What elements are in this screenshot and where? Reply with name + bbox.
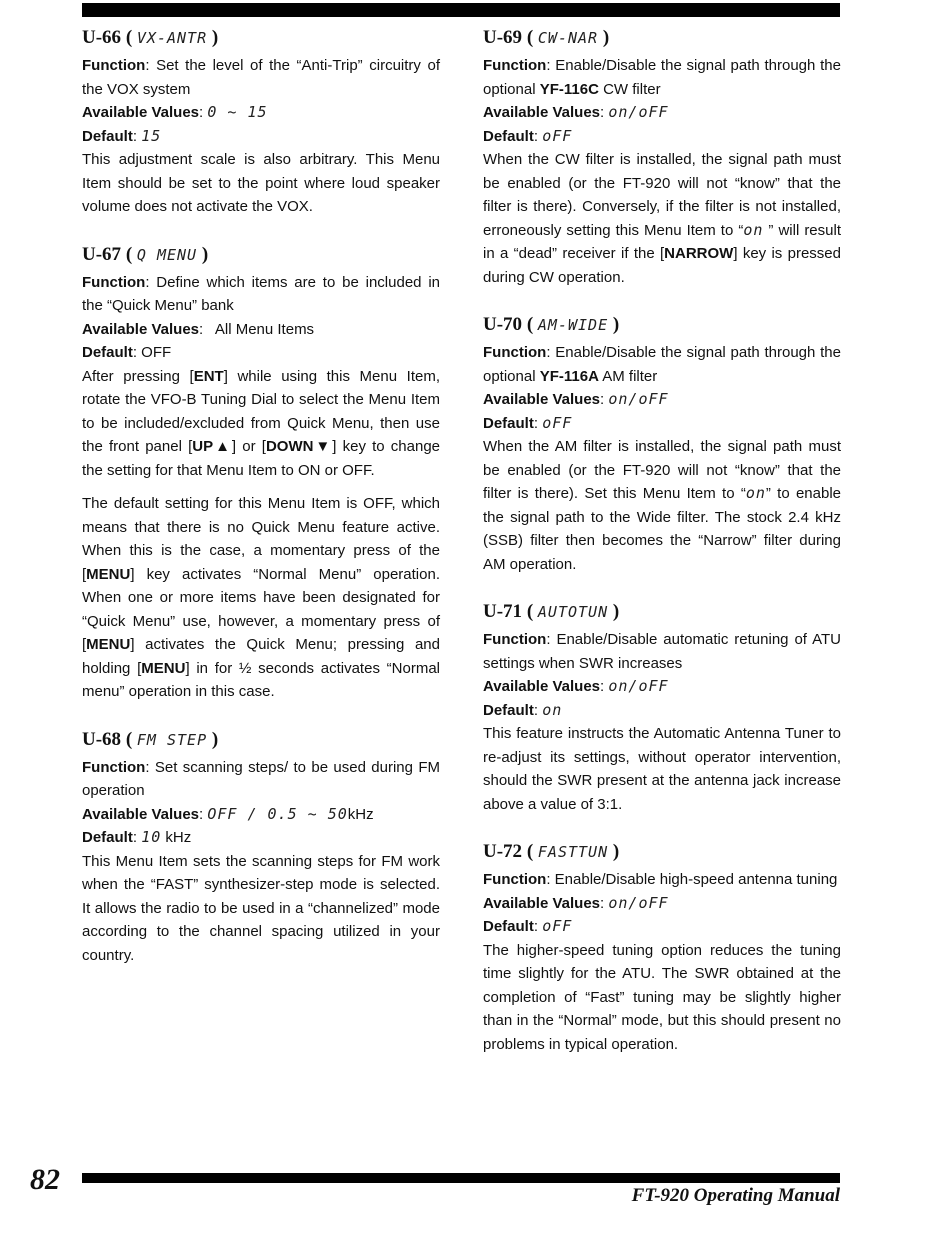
function-label: Function [483,57,547,74]
function-label: Function [483,344,547,361]
default-value: oFF [542,917,573,935]
menu-item-u71 [483,598,841,816]
function-line [483,628,841,675]
default-value: 15 [141,126,162,145]
paren-close: ) [608,601,620,622]
menu-item-heading [82,24,440,52]
values-line [483,388,841,412]
lcd-display-text: Q MENU [136,245,198,264]
colon: : [600,894,609,912]
description: When the AM filter is installed, the signal path must be enabled (or the FT-920 will not “know” that the filter is there). Set this Menu Item to “on” to enable the signal path to the Wide filter. The stock 2.4 kHz (SSB) filter then becomes the “Narrow” filter during AM operation. [483,438,841,573]
paren-close: ) [207,27,219,48]
colon: : [199,805,208,823]
values-text: 0 ~ 15 [207,103,268,121]
function-text: : Set the level of the “Anti-Trip” circuitry of the VOX system [82,57,440,98]
values-line [483,101,841,125]
description-2: The default setting for this Menu Item is OFF, which means that there is no Quick Menu feature active. When this is the case, a momentary press of the [MENU] key activates “Normal Menu” operation. When one or more items have been designated for “Quick Menu” use, however, a momentary press of [MENU] activates the Quick Menu; pressing and holding [MENU] in for ½ seconds activates “Normal menu” operation in this case. [82,495,440,700]
menu-code: U-68 [82,728,122,750]
values-text: on/oFF [608,677,669,695]
function-line [483,868,841,892]
menu-item-heading [483,24,841,52]
filter-model: YF-116C [539,80,599,98]
paren-close: ) [598,27,610,48]
colon: : [533,701,543,719]
values-unit: kHz [347,805,374,823]
paren-open: ( [522,601,538,622]
function-text: : Enable/Disable automatic retuning of ATU settings when SWR increases [483,631,841,672]
values-line: Available Values: All Menu Items [82,320,315,338]
key-menu: MENU [86,636,131,653]
key-menu: MENU [141,659,186,677]
default-line [82,826,440,850]
colon: : [533,414,543,432]
values-text: OFF / 0.5 ~ 50 [207,804,348,823]
colon: : [533,918,543,935]
lcd-display-text: AM-WIDE [537,316,609,334]
colon: : [600,391,609,408]
default-label: Default [483,127,534,145]
paren-open: ( [522,314,538,335]
description: When the CW filter is installed, the signal path must be enabled (or the FT-920 will not “know” that the filter is there). Conversely, if the filter is not installed, erroneously setting this Menu Item to “on ” will result in a “dead” receiver if the [NARROW] key is pressed during CW operation. [483,151,841,286]
description: After pressing [ENT] while using this Menu Item, rotate the VFO-B Tuning Dial to select the Menu Item to be included/excluded from Quick Menu, then use the front panel [UP▲] or [DOWN▼] key to change the setting for that Menu Item to ON or OFF. [82,367,441,479]
filter-model: YF-116A [539,367,599,385]
values-label: Available Values [483,678,601,695]
menu-item-heading [82,726,440,754]
function-line [82,271,440,318]
default-line [82,341,440,365]
values-label: Available Values [82,104,200,121]
default-line [483,412,841,436]
values-text: on/oFF [608,390,669,408]
menu-code: U-70 [483,314,523,335]
default-value: oFF [542,413,573,432]
values-text: on/oFF [608,893,669,912]
values-label: Available Values [82,805,200,823]
values-label: Available Values [483,894,601,912]
default-label: Default [82,344,133,361]
values-label: Available Values [82,320,200,338]
description: This adjustment scale is also arbitrary. This Menu Item should be set to the point where loud speaker volume does not activate the VOX. [82,151,440,215]
paren-open: ( [522,841,538,862]
function-text-end: AM filter [598,367,658,385]
description: The higher-speed tuning option reduces the tuning time slightly for the ATU. The SWR obtained at the completion of “Fast” tuning may be slightly higher than in the “Normal” mode, but this should present no problems in typical operation. [483,941,841,1053]
function-label: Function [82,758,146,776]
description: This feature instructs the Automatic Antenna Tuner to re-adjust its settings, without operator intervention, should the SWR present at the antenna jack increase above a value of 3:1. [483,725,841,813]
colon: : [132,829,142,846]
values-line [483,892,841,916]
function-label: Function [483,631,547,648]
key-down: DOWN▼ [265,438,333,455]
menu-code: U-66 [82,27,122,48]
values-label: Available Values [483,391,601,408]
page-number: 82 [30,1163,60,1196]
values-text: on/oFF [608,103,669,121]
menu-code: U-67 [82,243,122,265]
paren-open: ( [121,243,137,265]
values-line [483,675,841,699]
function-line [483,54,841,101]
menu-code: U-69 [483,27,523,48]
function-label: Function [483,871,547,888]
menu-item-heading [483,838,841,866]
colon: : [199,104,208,121]
function-label: Function [82,273,146,291]
right-column [483,24,841,1078]
default-label: Default [483,918,534,935]
default-line [483,699,841,723]
key-up: UP▲ [192,438,232,455]
default-line [82,125,440,149]
paren-close: ) [608,314,620,335]
top-rule [82,3,840,17]
colon: : [600,104,609,121]
colon: : [533,127,543,145]
description: This Menu Item sets the scanning steps for FM work when the “FAST” synthesizer-step mode is selected. It allows the radio to be used in a “channelized” mode according to the channel spacing utilized in your country. [82,852,440,964]
bottom-rule [82,1173,840,1183]
paren-close: ) [197,243,209,265]
left-column [82,24,440,989]
default-value: 10 [141,828,162,846]
lcd-display-text: FASTTUN [537,843,609,861]
lcd-display-text: FM STEP [136,730,208,749]
function-line [82,756,440,803]
default-unit: kHz [161,829,192,846]
values-line [82,101,440,125]
default-value: : OFF [132,344,172,361]
function-text: : Enable/Disable high-speed antenna tuning [546,871,838,888]
default-label: Default [483,701,534,719]
manual-title: FT-920 Operating Manual [631,1185,840,1206]
colon: : [132,127,142,145]
lcd-display-text: VX-ANTR [136,29,208,47]
menu-item-u72 [483,838,841,1056]
key-ent: ENT [193,367,224,385]
default-label: Default [82,829,133,846]
paren-close: ) [207,728,219,750]
paren-open: ( [121,728,137,750]
lcd-display-text: CW-NAR [537,29,599,47]
menu-item-u66 [82,24,440,219]
default-label: Default [483,414,534,432]
menu-item-heading [82,241,440,269]
menu-code: U-72 [483,841,523,862]
menu-code: U-71 [483,601,523,622]
function-text: : Enable/Disable the signal path through the optional [483,344,841,385]
function-text: : Set scanning steps/ to be used during FM operation [82,758,440,799]
values-label: Available Values [483,104,601,121]
key-menu: MENU [86,565,131,583]
function-line [483,341,841,388]
default-value: on [542,700,563,719]
function-text-end: CW filter [598,80,661,98]
menu-item-u68 [82,726,440,968]
menu-item-u69 [483,24,841,289]
paren-close: ) [608,841,620,862]
lcd-display-text: AUTOTUN [537,603,609,621]
function-text: : Enable/Disable the signal path through the optional [483,57,841,98]
function-line [82,54,440,101]
key-narrow: NARROW [664,245,734,262]
values-line [82,803,440,827]
menu-item-heading [483,311,841,339]
menu-item-u67 [82,241,440,704]
menu-item-heading [483,598,841,626]
menu-item-u70 [483,311,841,576]
paren-open: ( [121,27,137,48]
colon: : [600,678,609,695]
default-line [483,915,841,939]
paren-open: ( [522,27,538,48]
function-label: Function [82,57,146,74]
default-label: Default [82,127,133,145]
lcd-on: on [745,484,766,502]
lcd-on: on [743,220,764,239]
default-value: oFF [542,126,573,145]
values-text: All Menu Items [203,320,315,338]
function-text: : Define which items are to be included in the “Quick Menu” bank [82,273,440,314]
default-line [483,125,841,149]
